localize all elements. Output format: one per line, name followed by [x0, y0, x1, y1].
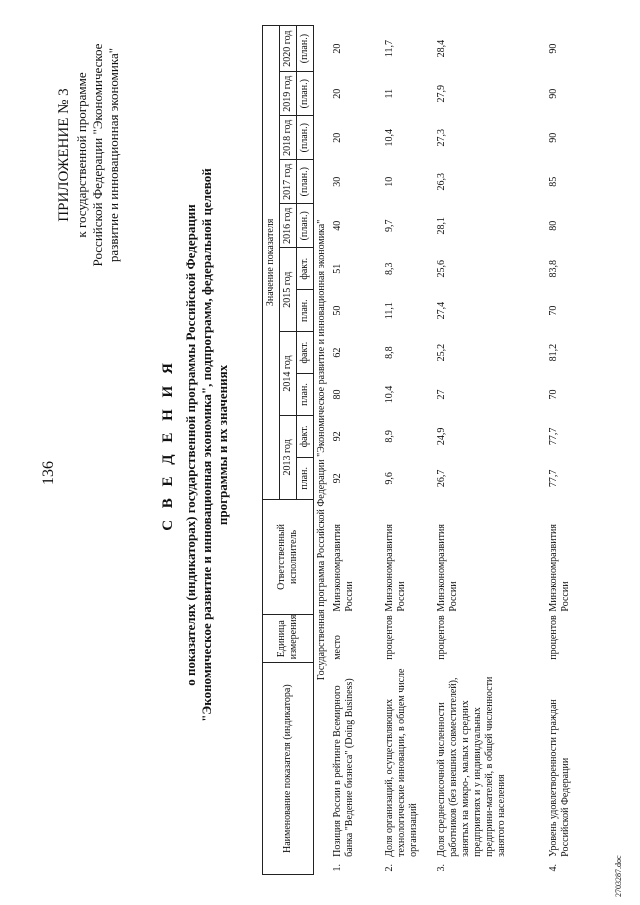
value-cell: 62: [332, 347, 343, 358]
value-cell: 25,6: [436, 259, 447, 278]
value-cell: 51: [332, 263, 343, 274]
value-cell: 90: [548, 132, 559, 143]
row-number: 3.: [436, 864, 447, 872]
value-cell: 9,7: [384, 219, 395, 233]
table-row: [546, 26, 586, 875]
value-cell: 90: [548, 88, 559, 99]
value-cell: 28,1: [436, 217, 447, 235]
table-row: [330, 26, 382, 875]
indicator-name: Позиция России в рейтинге Всемирного банка "Ведение бизнеса" (Doing Business): [332, 678, 355, 857]
value-cell: 80: [332, 389, 343, 400]
value-cell: 11,1: [384, 302, 395, 320]
indicator-name: Доля организаций, осуществляющих технологические инновации, в общем числе организаций: [384, 668, 419, 857]
header-name: Наименование показателя (индикатора): [263, 663, 314, 875]
value-cell: 20: [332, 88, 343, 99]
table-row: [382, 26, 434, 875]
value-cell: 77,7: [548, 469, 559, 488]
indicator-unit: процентов: [384, 615, 395, 660]
header-year: 2016 год: [280, 204, 297, 248]
header-subcol: план.: [297, 374, 314, 416]
program-title: Государственная программа Российской Федерации "Экономическое развитие и инновационная экономика": [316, 219, 327, 681]
value-cell: 10,4: [384, 128, 395, 147]
header-subcol: факт.: [297, 332, 314, 374]
value-cell: 70: [548, 389, 559, 400]
table-row: [434, 26, 546, 875]
indicator-unit: место: [332, 635, 343, 660]
value-cell: 27: [436, 389, 447, 400]
indicators-table: [262, 25, 586, 875]
value-cell: 50: [332, 305, 343, 316]
page-number: 136: [40, 461, 57, 485]
value-cell: 9,6: [384, 472, 395, 485]
value-cell: 26,7: [436, 469, 447, 488]
value-cell: 92: [332, 473, 343, 484]
value-cell: 27,3: [436, 128, 447, 147]
heading-main: С В Е Д Е Н И Я: [160, 359, 176, 531]
appendix-line: развитие и инновационная экономика": [106, 47, 121, 263]
indicator-name: Уровень удовлетворенности граждан Российской Федерации: [548, 699, 571, 857]
value-cell: 77,7: [548, 427, 559, 446]
header-subcol: план.: [297, 457, 314, 499]
header-year: 2014 год: [280, 332, 297, 416]
indicator-name: Доля среднесписочной численности работников (без внешних совместителей), занятых на микро-, малых и средних предприятиях и у индивидуальных предприни-мателей, в общей численности занятого населения: [436, 676, 507, 857]
appendix-line: к государственной программе: [74, 72, 89, 238]
value-cell: 27,9: [436, 84, 447, 103]
header-year: 2018 год: [280, 116, 297, 160]
header-subcol: (план.): [297, 26, 314, 72]
header-subcol: (план.): [297, 72, 314, 116]
header-year: 2019 год: [280, 72, 297, 116]
indicator-unit: процентов: [436, 615, 447, 660]
value-cell: 28,4: [436, 39, 447, 58]
row-number: 1.: [332, 864, 343, 872]
indicator-executor: Минэкономразвития России: [332, 524, 355, 612]
header-subcol: факт.: [297, 248, 314, 290]
value-cell: 27,4: [436, 301, 447, 320]
value-cell: 8,9: [384, 430, 395, 443]
value-cell: 10: [384, 176, 395, 187]
heading-line: о показателях (индикаторах) государственной программы Российской Федерации: [183, 204, 198, 686]
header-subcol: (план.): [297, 116, 314, 160]
indicator-executor: Минэкономразвития России: [548, 524, 571, 612]
appendix-title: ПРИЛОЖЕНИЕ № 3: [56, 88, 72, 222]
header-subcol: план.: [297, 290, 314, 332]
value-cell: 70: [548, 305, 559, 316]
value-cell: 10,4: [384, 385, 395, 404]
value-cell: 81,2: [548, 343, 559, 362]
heading-line: программы и их значениях: [215, 364, 230, 526]
header-year: 2013 год: [280, 415, 297, 499]
row-number: 4.: [548, 864, 559, 872]
indicator-executor: Минэкономразвития России: [436, 524, 459, 612]
value-cell: 80: [548, 220, 559, 231]
value-cell: 92: [332, 431, 343, 442]
value-cell: 20: [332, 132, 343, 143]
value-cell: 11: [384, 88, 395, 99]
value-cell: 20: [332, 43, 343, 54]
value-cell: 24,9: [436, 427, 447, 446]
value-cell: 90: [548, 43, 559, 54]
header-unit: Единица измерения: [263, 615, 314, 663]
indicator-unit: процентов: [548, 615, 559, 660]
value-cell: 85: [548, 176, 559, 187]
value-cell: 40: [332, 220, 343, 231]
header-subcol: (план.): [297, 204, 314, 248]
header-subcol: (план.): [297, 160, 314, 204]
row-number: 2.: [384, 864, 395, 872]
appendix-block: [56, 25, 122, 285]
value-cell: 8,3: [384, 262, 395, 275]
header-executor: Ответственный исполнитель: [263, 499, 314, 614]
value-cell: 11,7: [384, 40, 395, 58]
value-cell: 26,3: [436, 173, 447, 191]
indicator-executor: Минэкономразвития России: [384, 524, 407, 612]
file-reference: 2703287.doc: [614, 855, 623, 897]
document-heading: [160, 135, 231, 755]
value-cell: 83,8: [548, 259, 559, 278]
header-subcol: факт.: [297, 415, 314, 457]
appendix-line: Российской Федерации "Экономическое: [90, 43, 105, 267]
header-value: Значение показателя: [263, 26, 280, 500]
value-cell: 30: [332, 176, 343, 187]
header-year: 2015 год: [280, 248, 297, 332]
value-cell: 8,8: [384, 346, 395, 359]
value-cell: 25,2: [436, 343, 447, 362]
heading-line: "Экономическое развитие и инновационная экономика", подпрограмм, федеральной целевой: [199, 168, 214, 722]
header-year: 2020 год: [280, 26, 297, 72]
header-year: 2017 год: [280, 160, 297, 204]
